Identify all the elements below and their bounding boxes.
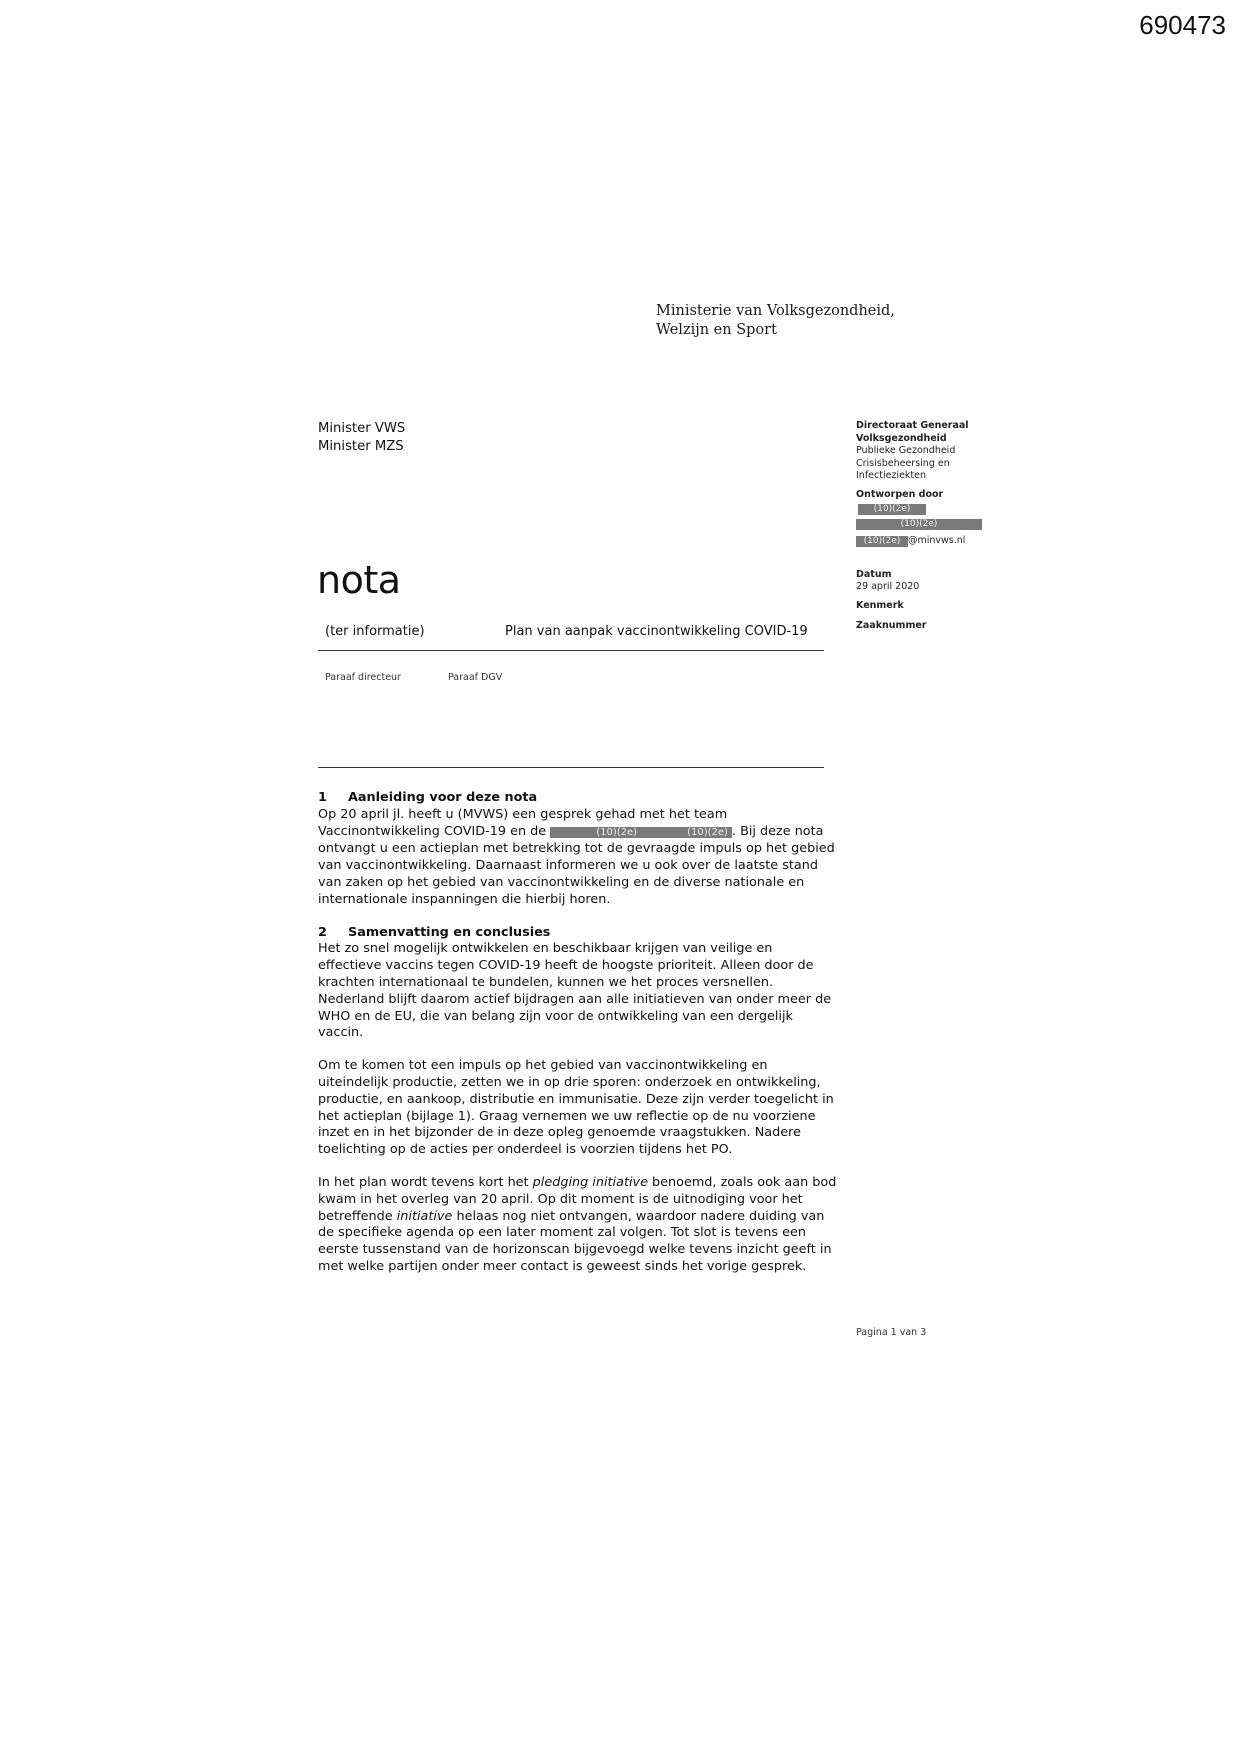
section-2-paragraph-2: Om te komen tot een impuls op het gebied van vaccinontwikkeling en uiteindelijk productie, zetten we in op drie sporen: onderzoek en ontwikkeling, productie, en aankoop, distributie en immunisatie. Deze zijn verder toegelicht in het actieplan (bijlage 1). Graag vernemen we uw reflectie op de nu voorziene inzet en in het bijzonder de in deze opleg genoemde vraagstukken. Nadere toelichting op de acties per onderdeel is voorzien tijdens het PO. [318,1058,834,1158]
nota-type: (ter informatie) [325,624,425,639]
sidebar-dg-line-2: Volksgezondheid [856,432,947,444]
ministry-line-2: Welzijn en Sport [656,322,777,338]
recipient-1: Minister VWS [318,421,406,436]
section-1-heading [318,790,838,807]
recipient-2: Minister MZS [318,439,404,454]
sidebar [856,420,1006,628]
subtitle-line [325,624,825,639]
ministry-line-1: Ministerie van Volksgezondheid, [656,303,895,319]
p3-text-c: helaas nog niet ontvangen, waardoor nadere duiding van de specifieke agenda op een later moment zal volgen. Tot slot is tevens een eerste tussenstand van de horizonscan bijgevoegd welke tevens inzicht geeft in met welke partijen onder meer contact is geweest sinds het vorige gesprek. [318,1208,832,1274]
sidebar-dept-line-1: Publieke Gezondheid [856,445,956,457]
recipients [318,420,405,456]
section-2-title: Samenvatting en conclusies [348,924,551,940]
sidebar-kenmerk-label: Kenmerk [856,599,904,611]
paraaf-dgv: Paraaf DGV [448,672,503,683]
section-2-paragraph-1: Het zo snel mogelijk ontwikkelen en beschikbaar krijgen van veilige en effectieve vaccins tegen COVID-19 heeft de hoogste prioriteit. Alleen door de krachten internationaal te bundelen, kunnen we het proces versnellen. Nederland blijft daarom actief bijdragen aan alle initiatieven van onder meer de WHO en de EU, die van belang zijn voor de ontwikkeling van een dergelijk vaccin. [318,941,832,1041]
section-1-paragraph [318,807,838,909]
redaction-box: (10)(2e) [856,536,908,547]
section-2-number: 2 [318,924,327,940]
section-2 [318,925,838,1276]
p3-emphasis-1: pledging initiative [532,1174,648,1190]
section-1 [318,790,838,909]
sidebar-datum-label: Datum [856,568,892,580]
divider [318,767,824,768]
sidebar-zaaknummer-label: Zaaknummer [856,620,927,629]
document-number: 690473 [1139,10,1226,40]
divider [318,650,824,651]
nota-subject: Plan van aanpak vaccinontwikkeling COVID-19 [505,624,808,639]
sidebar-email-suffix: @minvws.nl [908,534,966,546]
ministry-logo-text [656,302,895,340]
redaction-box: (10)(2e) [550,827,683,838]
section-1-number: 1 [318,790,327,805]
redaction-box: (10)(2e) [856,519,982,530]
section-1-title: Aanleiding voor deze nota [348,790,538,805]
sidebar-dept-line-3: Infectieziekten [856,470,927,482]
redaction-box: (10)(2e) [683,827,732,838]
p3-text-b: benoemd, zoals ook aan bod kwam in het overleg van 20 april. Op dit moment is de uitnodiging voor het betreffende [318,1174,837,1224]
sidebar-dept-line-2: Crisisbeheersing en [856,457,950,469]
section-1-text-b: . Bij deze nota ontvangt u een actieplan met betrekking tot de gevraagde impuls op het gebied van vaccinontwikkeling. Daarnaast informeren we u ook over de laatste stand van zaken op het gebied van vaccinontwikkeling en de diverse nationale en internationale inspanningen die hierbij horen. [318,823,835,907]
section-2-paragraph-3 [318,1175,838,1276]
p3-text-a: In het plan wordt tevens kort het [318,1174,533,1190]
redaction-box: (10)(2e) [858,504,926,515]
paraaf-directeur: Paraaf directeur [325,672,401,683]
sidebar-ontworpen-label: Ontworpen door [856,488,944,500]
page-number: Pagina 1 van 3 [856,1327,927,1338]
p3-emphasis-2: initiative [396,1208,453,1224]
section-2-heading [318,925,838,942]
section-1-text-a: Op 20 april jl. heeft u (MVWS) een gesprek gehad met het team Vaccinontwikkeling COVID-19 en de [318,806,728,839]
sidebar-datum-value: 29 april 2020 [856,581,920,593]
sidebar-dg-line-1: Directoraat Generaal [856,420,969,431]
document-body [318,790,838,1292]
page-title: nota [317,558,401,602]
